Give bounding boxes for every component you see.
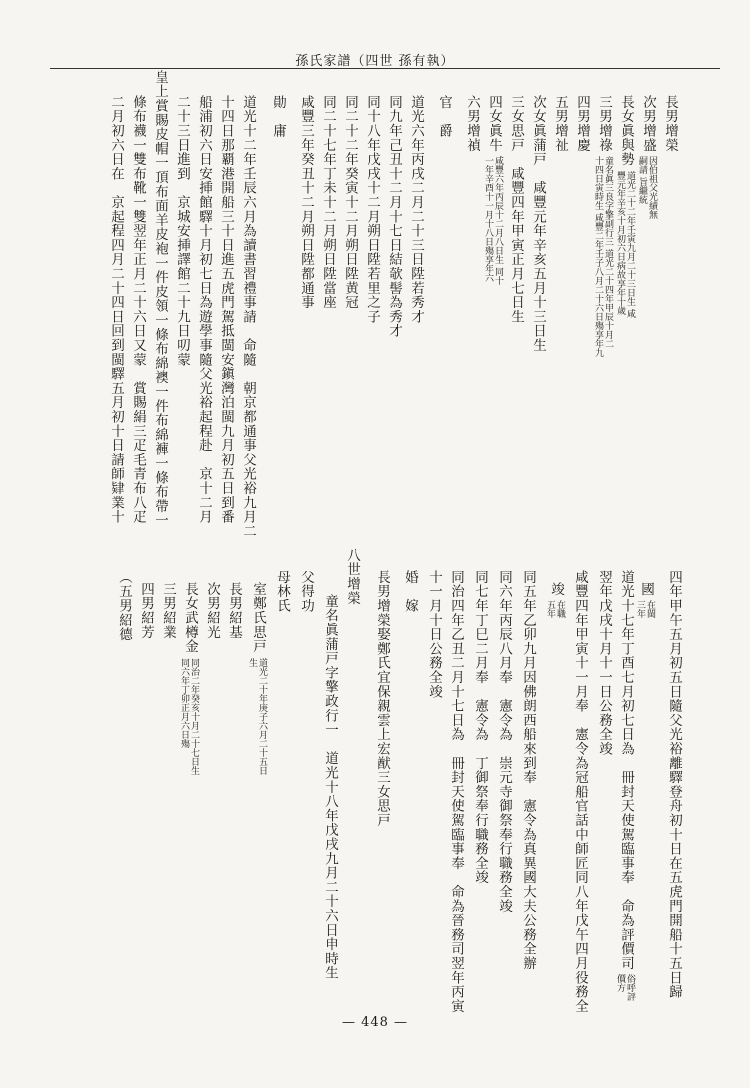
upper-column: 二月初六日在 京起程四月二十四日回到閩驛五月初十日請師肄業十	[108, 95, 124, 524]
upper-column: 勛 庸	[270, 95, 286, 138]
upper-column: 船浦初六日安挿館驛十月初七日為遊學事隨父光裕起程赴 京十二月	[196, 95, 212, 524]
upper-column: 次女眞蒲戸 咸豐元年辛亥五月十三日生	[530, 95, 546, 353]
page-number: — 448 —	[341, 1015, 409, 1030]
lower-column: 室鄭氏思戸	[250, 582, 266, 654]
upper-column: 四男增慶	[574, 95, 590, 153]
upper-column: 官 爵	[436, 95, 452, 138]
upper-column: 四女眞牛	[486, 95, 502, 153]
lower-column: 長女武樽金	[182, 582, 198, 654]
upper-column: 皇上賞賜皮帽一頂布面羊皮袍一件皮領一條布綿襖一件布綿褲一條布帶一	[152, 70, 168, 528]
lower-column: 母林氏	[274, 570, 290, 613]
upper-annotation-line: 咸豐六年丙辰十二月八日生 同十	[493, 156, 503, 285]
upper-column: 長女眞與勢	[618, 95, 634, 167]
upper-column: 二十三日進到 京城安挿譯館二十九日叨蒙	[174, 95, 190, 367]
lower-annotation-line: 道光二十年庚子六月二十五日	[257, 658, 267, 775]
lower-column: 長男增榮娶鄭氏宜保親雲上宏猷三女思戸	[374, 570, 390, 828]
upper-column: 咸豐三年癸丑十二月朔日陞都通事	[298, 95, 314, 310]
lower-column: 次男紹光	[204, 582, 220, 640]
upper-column: 道光六年丙戌二月二十三日陞若秀才	[408, 95, 424, 324]
lower-column: 國	[638, 582, 654, 597]
lower-column: 竣	[548, 582, 564, 597]
lower-column: 三男紹業	[160, 582, 176, 640]
lower-column: 父得功	[298, 570, 314, 613]
upper-column: 三女思戸 咸豐四年甲寅正月七日生	[508, 95, 524, 324]
upper-column: 十四日那覇港開船三十日進五虎門駕抵閩安鎭灣泊閩九月初五日到番	[218, 95, 234, 524]
lower-column: 八世增榮	[344, 548, 360, 606]
lower-column: 婚 嫁	[402, 570, 418, 613]
lower-annotation-line: 俗呼評	[625, 974, 635, 1001]
lower-annotation-line: 同六年丁卯正月六日殤	[179, 658, 189, 748]
upper-column: 長男增榮	[662, 95, 678, 153]
lower-column: 道光十七年丁酉七月初七日為 冊封天使駕臨事奉 命為評價司	[618, 570, 634, 971]
lower-annotation-line: 在職	[555, 600, 565, 618]
upper-column: 同十八年戊戌十二月朔日陞若里之子	[364, 95, 380, 324]
lower-column: （五男紹德	[116, 570, 132, 642]
lower-column: 四年甲午五月初五日隨父光裕離驛登舟初十日在五虎門開船十五日歸	[666, 570, 682, 999]
lower-annotation-line: 三年	[635, 600, 645, 618]
header-rule	[50, 68, 720, 69]
lower-annotation-line: 價方	[615, 974, 625, 992]
upper-annotation-line: 一年辛酉十一月十八日殤享年六	[483, 156, 493, 282]
lower-column: 同五年乙卯九月因佛朗西船來到奉 憲令為真異國大夫公務全辦	[520, 570, 536, 971]
upper-column: 六男增禎	[464, 95, 480, 153]
lower-column: 童名眞蒲戸字擎政行一 道光十八年戊戌九月二十六日申時生	[322, 594, 338, 981]
upper-column: 五男增祉	[552, 95, 568, 153]
lower-annotation-line: 同治二年癸亥十月二十七日生	[189, 658, 199, 775]
upper-annotation-line: 豐元年辛亥十月初六日病故享年十歲	[615, 171, 625, 315]
upper-column: 同二十七年丁未十二月朔日陞當座	[320, 95, 336, 310]
upper-column: 同九年己丑十二月十七日結欹髻為秀才	[386, 95, 402, 339]
lower-column: 翌年戊戌十月十一日公務全竣	[596, 570, 612, 756]
upper-column: 條布襪一雙布靴一雙翌年正月二十六日又蒙 賞賜絹三疋毛青布八疋	[130, 95, 146, 524]
lower-annotation-line: 生	[247, 658, 257, 667]
lower-column: 同六年丙辰八月奉 憲令為 崇元寺御祭奉行職務全竣	[496, 570, 512, 914]
page-header: 孫氏家譜（四世 孫有執）	[295, 54, 455, 69]
upper-annotation-line: 道光二十二年壬寅九月二十三日生 咸	[625, 171, 635, 318]
lower-column: 十一月十日公務全竣	[426, 570, 442, 699]
upper-annotation-line: 嗣請 旨繼統	[637, 156, 647, 204]
lower-column: 四男紹芳	[138, 582, 154, 640]
lower-column: 長男紹基	[226, 582, 242, 640]
lower-annotation-line: 在閩	[645, 600, 655, 618]
upper-column: 道光十二年壬辰六月為讀書習禮事請 命隨 朝京都通事父光裕九月二	[240, 95, 256, 539]
upper-column: 同二十二年癸寅十二月朔日陞黄冠	[342, 95, 358, 310]
upper-column: 三男增祿	[596, 95, 612, 153]
upper-column: 次男增盛	[640, 95, 656, 153]
lower-column: 同治四年乙丑二月十七日為 冊封天使駕臨事奉 命為晉務司翌年丙寅	[448, 570, 464, 1014]
upper-annotation-line: 因伯祖父光績無	[647, 156, 657, 219]
upper-annotation-line: 十四日寅時生 咸豐二年壬子八月二十六日殤享年九	[593, 156, 603, 357]
lower-column: 咸豐四年甲寅十一月奉 憲令為冠船官話中師匠同八年戊午四月役務全	[572, 570, 588, 1014]
lower-column: 同七年丁巳二月奉 憲令為 丁御祭奉行職務全竣	[472, 570, 488, 885]
lower-annotation-line: 五年	[545, 600, 555, 618]
upper-annotation-line: 童名眞三良字擎副行三 道光二十四年甲辰十月二	[603, 156, 613, 348]
